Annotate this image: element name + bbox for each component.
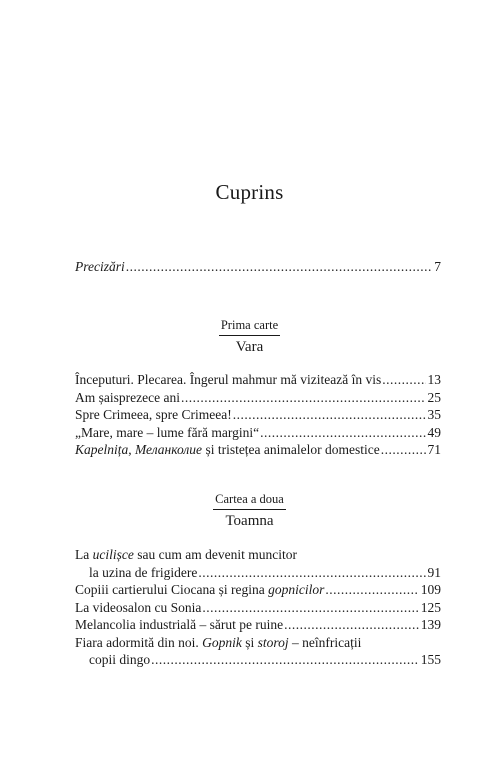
toc-entry[interactable]: copii dingo ..... 155 bbox=[75, 651, 441, 669]
page-number: 125 bbox=[420, 599, 441, 615]
toc-entry-line1[interactable]: Fiara adormită din noi. Gopnik și storoj – neînfricații bbox=[75, 634, 362, 650]
dot-leader bbox=[325, 581, 418, 599]
part2-entries bbox=[75, 546, 441, 669]
dot-leader bbox=[126, 258, 433, 276]
page-number: 25 bbox=[427, 389, 441, 405]
toc-entry[interactable]: Am șaisprezece ani ..... 25 bbox=[75, 389, 441, 407]
dot-leader bbox=[284, 616, 419, 634]
page-number: 109 bbox=[420, 582, 441, 597]
part-label: Cartea a doua bbox=[213, 492, 286, 510]
dot-leader bbox=[260, 424, 425, 442]
page-number: 71 bbox=[427, 442, 441, 457]
dot-leader bbox=[202, 599, 418, 617]
dot-leader bbox=[181, 389, 426, 407]
dot-leader bbox=[151, 651, 419, 669]
dot-leader bbox=[233, 406, 426, 424]
page-number: 139 bbox=[420, 617, 441, 632]
toc-entry[interactable]: Copiii cartierului Ciocana și regina gopnicilor ..... 109 bbox=[75, 581, 441, 599]
intro-entries bbox=[75, 258, 441, 276]
section-heading-part2 bbox=[0, 490, 499, 530]
dot-leader bbox=[198, 564, 425, 582]
toc-entry-line1[interactable]: La ucilișce sau cum am devenit muncitor bbox=[75, 547, 297, 562]
page-number: 13 bbox=[427, 372, 441, 387]
toc-entry[interactable]: Începuturi. Plecarea. Îngerul mahmur mă vizitează în vis ..... 13 bbox=[75, 371, 441, 389]
part-label: Prima carte bbox=[219, 318, 280, 336]
toc-entry[interactable]: Kapelnița, Меланколие și tristețea animalelor domestice ..... 71 bbox=[75, 441, 441, 459]
part-name: Toamna bbox=[225, 513, 274, 529]
section-heading-part1 bbox=[0, 316, 499, 356]
toc-entry[interactable]: „Mare, mare – lume fără margini“ ..... 49 bbox=[75, 424, 441, 442]
toc-entry[interactable]: Melancolia industrială – sărut pe ruine ..... 139 bbox=[75, 616, 441, 634]
toc-entry[interactable]: la uzina de frigidere ..... 91 bbox=[75, 564, 441, 582]
toc-entry[interactable]: Spre Crimeea, spre Crimeea! ..... 35 bbox=[75, 406, 441, 424]
part1-entries bbox=[75, 371, 441, 459]
part-name: Vara bbox=[235, 339, 264, 355]
page-number: 35 bbox=[427, 407, 441, 422]
dot-leader bbox=[381, 441, 426, 459]
dot-leader bbox=[382, 371, 425, 389]
page-number: 7 bbox=[434, 259, 441, 274]
toc-entry-precizari[interactable] bbox=[75, 258, 441, 276]
page-number: 49 bbox=[427, 424, 441, 440]
entry-title: Precizări bbox=[75, 259, 125, 274]
page-number: 91 bbox=[427, 564, 441, 580]
toc-entry[interactable]: La videosalon cu Sonia ..... 125 bbox=[75, 599, 441, 617]
page-number: 155 bbox=[420, 652, 441, 667]
page-title: Cuprins bbox=[215, 180, 284, 204]
